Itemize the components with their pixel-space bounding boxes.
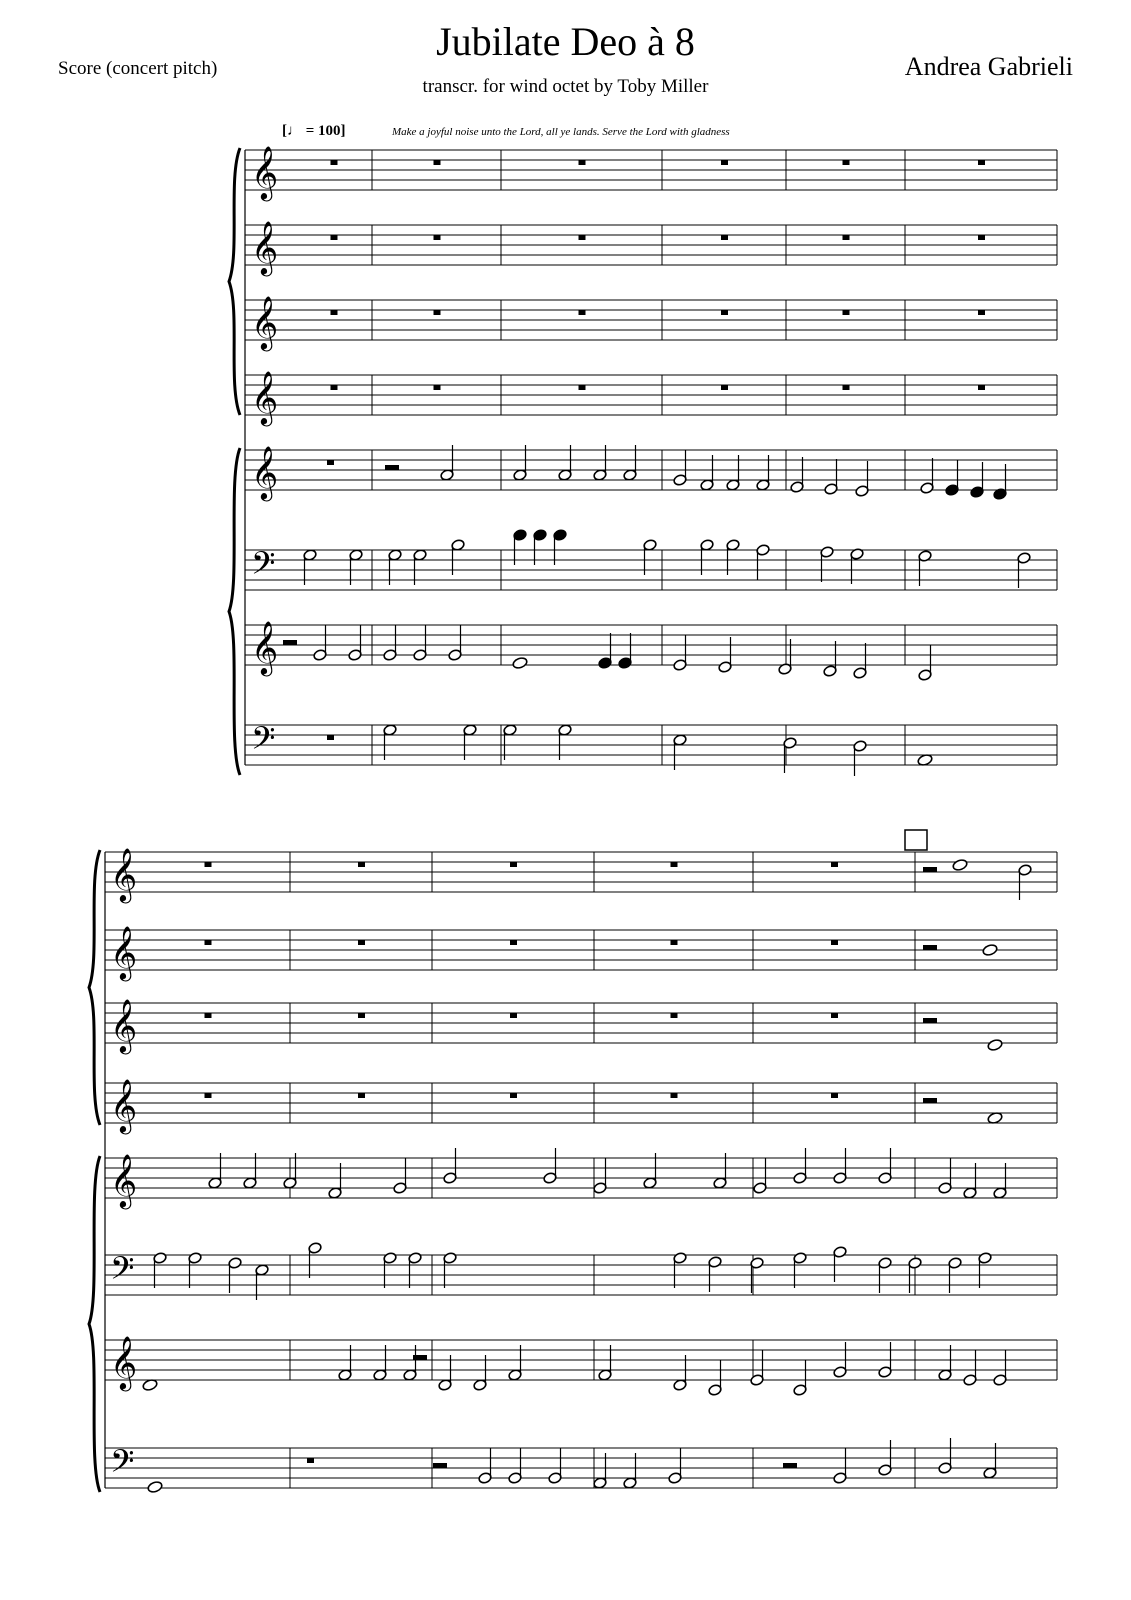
- staff: [245, 450, 1057, 490]
- bass-clef-icon: 𝄢: [251, 722, 276, 764]
- whole-rest: [510, 940, 517, 945]
- half-rest: [923, 945, 937, 950]
- whole-rest: [671, 1093, 678, 1098]
- whole-rest: [205, 862, 212, 867]
- treble-clef-icon: 𝄞: [110, 927, 138, 978]
- treble-clef-icon: 𝄞: [110, 1155, 138, 1206]
- composer: Andrea Gabrieli: [904, 52, 1073, 81]
- whole-rest: [327, 460, 334, 465]
- whole-rest: [843, 235, 850, 240]
- half-rest: [923, 867, 937, 872]
- note-head: [512, 656, 528, 669]
- whole-rest: [579, 385, 586, 390]
- half-rest: [433, 1463, 447, 1468]
- whole-rest: [843, 310, 850, 315]
- brace-icon: [229, 148, 240, 415]
- whole-rest: [843, 160, 850, 165]
- whole-rest: [331, 385, 338, 390]
- whole-rest: [510, 862, 517, 867]
- treble-clef-icon: 𝄞: [110, 1337, 138, 1388]
- staff: [105, 1083, 1057, 1123]
- half-rest: [283, 640, 297, 645]
- note-head: [987, 1038, 1003, 1051]
- whole-rest: [205, 940, 212, 945]
- staff: [105, 1340, 1057, 1380]
- note-head: [982, 943, 998, 956]
- whole-rest: [671, 862, 678, 867]
- whole-rest: [978, 310, 985, 315]
- staff: [105, 930, 1057, 970]
- note-head: [952, 858, 968, 871]
- staff: [245, 625, 1057, 665]
- half-rest: [385, 465, 399, 470]
- staff: [245, 725, 1057, 765]
- treble-clef-icon: 𝄞: [251, 622, 279, 673]
- staff: [245, 150, 1057, 190]
- whole-rest: [579, 310, 586, 315]
- whole-rest: [307, 1458, 314, 1463]
- tempo-marking: [♩ = 100]: [282, 123, 346, 139]
- whole-rest: [978, 385, 985, 390]
- whole-rest: [579, 160, 586, 165]
- treble-clef-icon: 𝄞: [251, 447, 279, 498]
- whole-rest: [510, 1013, 517, 1018]
- whole-rest: [721, 235, 728, 240]
- treble-clef-icon: 𝄞: [251, 372, 279, 423]
- brace-icon: [229, 448, 240, 775]
- subtitle: transcr. for wind octet by Toby Miller: [422, 76, 709, 97]
- half-rest: [923, 1018, 937, 1023]
- whole-rest: [831, 862, 838, 867]
- whole-rest: [205, 1093, 212, 1098]
- note-head: [147, 1480, 163, 1493]
- whole-rest: [331, 160, 338, 165]
- whole-rest: [331, 235, 338, 240]
- treble-clef-icon: 𝄞: [251, 222, 279, 273]
- rehearsal-mark-box: [905, 830, 927, 850]
- half-rest: [783, 1463, 797, 1468]
- whole-rest: [579, 235, 586, 240]
- whole-rest: [831, 1093, 838, 1098]
- brace-icon: [89, 1156, 100, 1492]
- staff: [245, 375, 1057, 415]
- whole-rest: [434, 310, 441, 315]
- staff: [105, 1448, 1057, 1488]
- whole-rest: [831, 1013, 838, 1018]
- staff: [245, 550, 1057, 590]
- whole-rest: [831, 940, 838, 945]
- brace-icon: [89, 850, 100, 1125]
- treble-clef-icon: 𝄞: [110, 1000, 138, 1051]
- whole-rest: [205, 1013, 212, 1018]
- half-rest: [413, 1355, 427, 1360]
- staff: [105, 1158, 1057, 1198]
- treble-clef-icon: 𝄞: [251, 297, 279, 348]
- whole-rest: [510, 1093, 517, 1098]
- bass-clef-icon: 𝄢: [251, 547, 276, 589]
- staff: [105, 852, 1057, 892]
- staff: [105, 1003, 1057, 1043]
- treble-clef-icon: 𝄞: [251, 147, 279, 198]
- whole-rest: [671, 1013, 678, 1018]
- whole-rest: [358, 862, 365, 867]
- text-line: Make a joyful noise unto the Lord, all ye lands. Serve the Lord with gladness: [392, 126, 730, 138]
- treble-clef-icon: 𝄞: [110, 849, 138, 900]
- whole-rest: [434, 235, 441, 240]
- treble-clef-icon: 𝄞: [110, 1080, 138, 1131]
- staff: [245, 225, 1057, 265]
- score-label: Score (concert pitch): [58, 58, 218, 79]
- page-title: Jubilate Deo à 8: [436, 19, 695, 64]
- whole-rest: [358, 940, 365, 945]
- half-rest: [923, 1098, 937, 1103]
- whole-rest: [434, 385, 441, 390]
- staff: [245, 300, 1057, 340]
- whole-rest: [721, 385, 728, 390]
- whole-rest: [327, 735, 334, 740]
- whole-rest: [978, 235, 985, 240]
- whole-rest: [358, 1093, 365, 1098]
- whole-rest: [721, 160, 728, 165]
- whole-rest: [671, 940, 678, 945]
- whole-rest: [978, 160, 985, 165]
- whole-rest: [434, 160, 441, 165]
- bass-clef-icon: 𝄢: [110, 1252, 135, 1294]
- whole-rest: [358, 1013, 365, 1018]
- whole-rest: [331, 310, 338, 315]
- whole-rest: [843, 385, 850, 390]
- whole-rest: [721, 310, 728, 315]
- bass-clef-icon: 𝄢: [110, 1445, 135, 1487]
